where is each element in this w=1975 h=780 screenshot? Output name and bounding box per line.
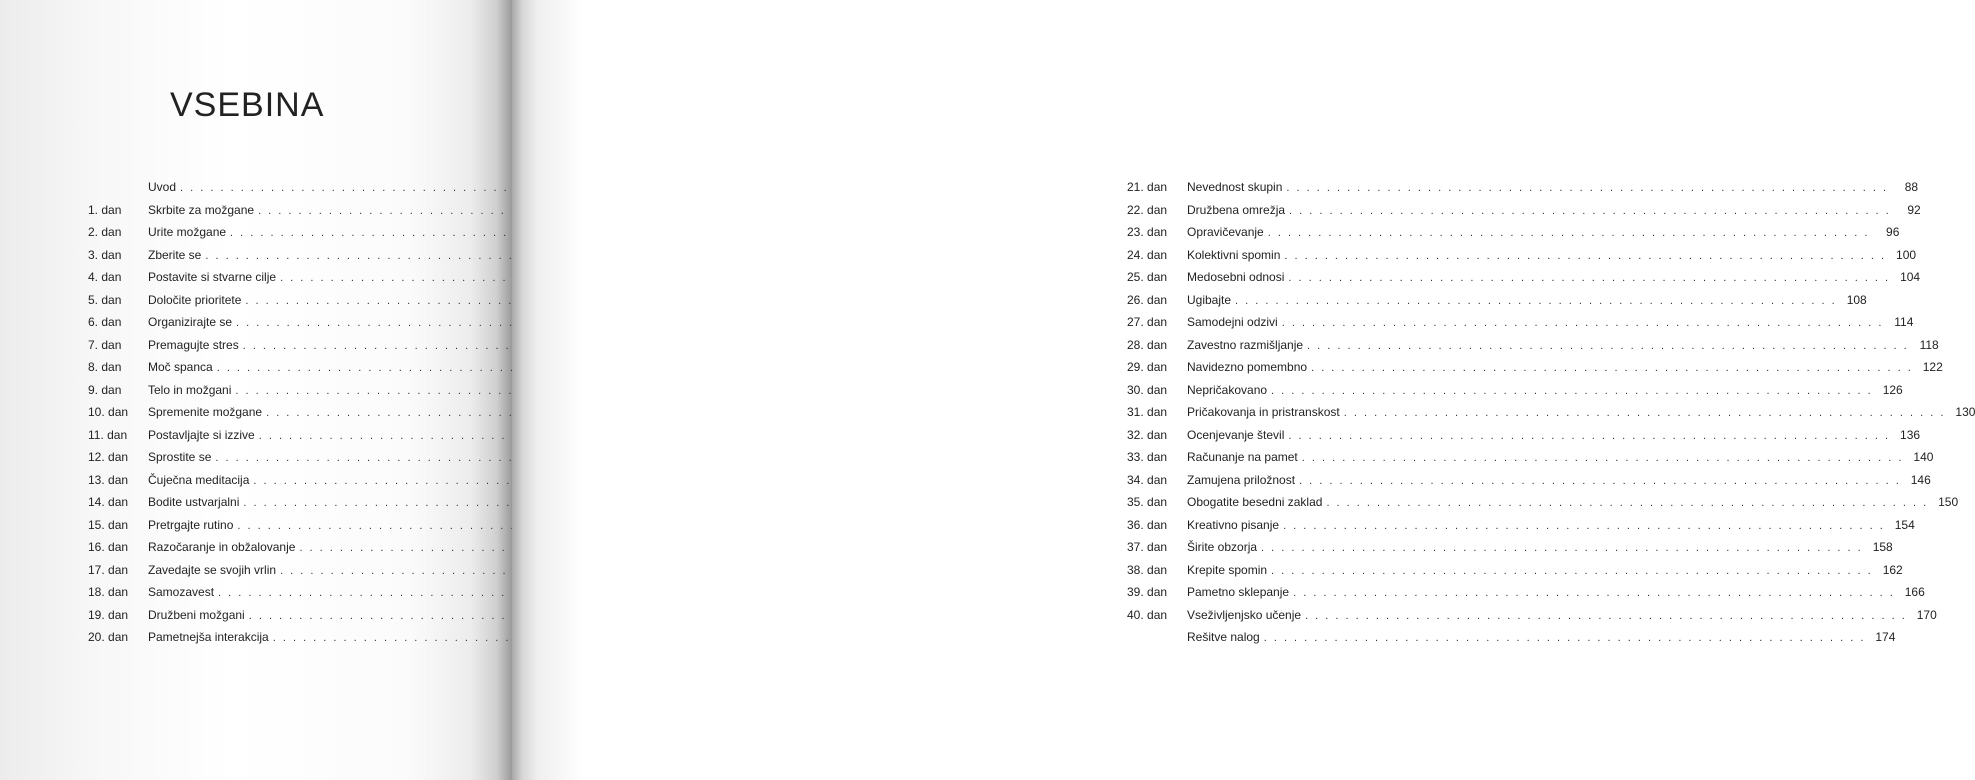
toc-day: 39. dan bbox=[1127, 585, 1168, 599]
toc-day: 20. dan bbox=[88, 630, 129, 644]
toc-day: 34. dan bbox=[1127, 472, 1168, 487]
toc-entry bbox=[88, 270, 400, 293]
toc-entry bbox=[1127, 180, 1919, 203]
toc-entry bbox=[88, 608, 400, 631]
toc-day: 30. dan bbox=[1127, 382, 1168, 397]
toc-title: Širite obzorja bbox=[1187, 540, 1258, 554]
toc-entry bbox=[88, 203, 400, 226]
left-page bbox=[0, 0, 512, 780]
toc-leader-dots bbox=[1305, 610, 1907, 622]
toc-leader-dots bbox=[1289, 205, 1891, 217]
toc-entry bbox=[88, 495, 400, 518]
toc-title: Pretrgajte rutino bbox=[148, 517, 234, 532]
toc-page-number: 126 bbox=[1882, 382, 1903, 397]
toc-page-number: 158 bbox=[1872, 540, 1893, 554]
toc-page-number: 140 bbox=[1913, 450, 1934, 464]
toc-title: Zavedajte se svojih vrlin bbox=[148, 562, 277, 577]
toc-entry bbox=[88, 383, 400, 406]
toc-page-number: 146 bbox=[1910, 472, 1931, 487]
toc-entry bbox=[88, 405, 400, 428]
toc-title: Kolektivni spomin bbox=[1187, 247, 1281, 262]
toc-day: 27. dan bbox=[1127, 315, 1168, 329]
toc-title: Nepričakovano bbox=[1187, 382, 1268, 397]
toc-list-left bbox=[88, 180, 400, 653]
toc-entry bbox=[88, 293, 400, 316]
toc-entry bbox=[1127, 270, 1921, 293]
toc-title: Računanje na pamet bbox=[1187, 450, 1298, 464]
toc-title: Postavite si stvarne cilje bbox=[148, 270, 277, 284]
toc-title: Krepite spomin bbox=[1187, 562, 1268, 577]
toc-entry bbox=[88, 518, 400, 541]
toc-page-number: 136 bbox=[1900, 427, 1921, 442]
toc-page-number: 88 bbox=[1904, 180, 1919, 194]
toc-leader-dots bbox=[1271, 385, 1873, 397]
toc-day: 31. dan bbox=[1127, 405, 1168, 419]
toc-entry bbox=[1127, 247, 1917, 271]
toc-page-number: 118 bbox=[1919, 337, 1939, 352]
toc-entry bbox=[1127, 607, 1937, 631]
toc-day: 15. dan bbox=[88, 517, 129, 532]
toc-title: Medosebni odnosi bbox=[1187, 270, 1285, 284]
toc-day: 33. dan bbox=[1127, 450, 1168, 464]
toc-title: Moč spanca bbox=[148, 360, 213, 374]
toc-entry bbox=[88, 450, 400, 473]
toc-day: 28. dan bbox=[1127, 337, 1168, 352]
toc-day: 25. dan bbox=[1127, 270, 1168, 284]
toc-title: Določite prioritete bbox=[148, 292, 242, 307]
toc-entry bbox=[1127, 382, 1903, 406]
toc-title: Čuječna meditacija bbox=[148, 472, 250, 487]
toc-entry bbox=[1127, 585, 1925, 608]
toc-title: Razočaranje in obžalovanje bbox=[148, 540, 296, 554]
toc-entry bbox=[1127, 472, 1931, 496]
toc-page-number: 130 bbox=[1955, 405, 1975, 419]
toc-entry bbox=[88, 630, 400, 653]
toc-entry bbox=[1127, 630, 1896, 653]
toc-day: 26. dan bbox=[1127, 292, 1168, 307]
toc-leader-dots bbox=[1286, 182, 1888, 194]
toc-leader-dots bbox=[1264, 632, 1866, 644]
toc-title: Urite možgane bbox=[148, 225, 227, 239]
toc-day: 1. dan bbox=[88, 202, 122, 217]
toc-entry bbox=[1127, 517, 1915, 541]
toc-page-number: 104 bbox=[1900, 270, 1921, 284]
toc-day: 21. dan bbox=[1127, 180, 1168, 194]
toc-entry bbox=[1127, 337, 1939, 361]
toc-entry bbox=[88, 315, 400, 338]
toc-entry bbox=[88, 473, 400, 496]
toc-page-number: 166 bbox=[1904, 585, 1925, 599]
toc-day: 37. dan bbox=[1127, 540, 1168, 554]
toc-entry bbox=[88, 428, 400, 451]
toc-title: Družbena omrežja bbox=[1187, 202, 1286, 217]
toc-entry bbox=[1127, 562, 1903, 586]
toc-day: 11. dan bbox=[88, 427, 128, 442]
toc-day: 16. dan bbox=[88, 540, 129, 554]
toc-day: 5. dan bbox=[88, 292, 122, 307]
toc-page-number: 114 bbox=[1894, 315, 1914, 329]
toc-entry bbox=[88, 563, 400, 586]
toc-entry bbox=[88, 360, 400, 383]
toc-leader-dots bbox=[1271, 565, 1873, 577]
toc-title: Zamujena priložnost bbox=[1187, 472, 1296, 487]
toc-leader-dots bbox=[1282, 317, 1884, 329]
toc-day: 6. dan bbox=[88, 315, 122, 329]
toc-entry bbox=[88, 338, 400, 361]
toc-leader-dots bbox=[1293, 587, 1895, 599]
toc-title: Nevednost skupin bbox=[1187, 180, 1283, 194]
toc-title: Obogatite besedni zaklad bbox=[1187, 495, 1323, 509]
toc-page-number: 92 bbox=[1907, 202, 1921, 217]
toc-page-number: 122 bbox=[1922, 360, 1943, 374]
toc-page-number: 170 bbox=[1916, 607, 1937, 622]
toc-day: 38. dan bbox=[1127, 562, 1168, 577]
toc-day: 18. dan bbox=[88, 585, 129, 599]
toc-entry bbox=[1127, 315, 1914, 338]
toc-leader-dots bbox=[1283, 520, 1885, 532]
toc-title: Ocenjevanje števil bbox=[1187, 427, 1285, 442]
toc-leader-dots bbox=[1311, 362, 1913, 374]
toc-day: 12. dan bbox=[88, 450, 129, 464]
toc-leader-dots bbox=[1299, 475, 1901, 487]
toc-title: Rešitve nalog bbox=[1187, 630, 1260, 644]
toc-day: 29. dan bbox=[1127, 360, 1168, 374]
toc-entry bbox=[1127, 292, 1867, 316]
toc-leader-dots bbox=[1326, 497, 1928, 509]
toc-leader-dots bbox=[1284, 250, 1886, 262]
toc-title: Spremenite možgane bbox=[148, 405, 263, 419]
toc-title: Zberite se bbox=[148, 247, 202, 262]
toc-day: 14. dan bbox=[88, 495, 129, 509]
toc-title: Zavestno razmišljanje bbox=[1187, 337, 1304, 352]
toc-entry bbox=[1127, 405, 1975, 428]
toc-page-number: 162 bbox=[1882, 562, 1903, 577]
toc-entry bbox=[88, 585, 400, 608]
toc-leader-dots bbox=[1302, 452, 1904, 464]
toc-entry bbox=[88, 248, 400, 271]
toc-entry bbox=[1127, 540, 1893, 563]
toc-title: Bodite ustvarjalni bbox=[148, 495, 240, 509]
toc-day: 9. dan bbox=[88, 382, 122, 397]
toc-title: Samozavest bbox=[148, 585, 215, 599]
toc-page-number: 100 bbox=[1896, 247, 1917, 262]
toc-page-number: 150 bbox=[1938, 495, 1959, 509]
toc-list-right bbox=[1127, 180, 1975, 653]
toc-page-number: 108 bbox=[1846, 292, 1867, 307]
toc-day: 17. dan bbox=[88, 562, 129, 577]
toc-page-number: 96 bbox=[1886, 225, 1900, 239]
toc-day: 10. dan bbox=[88, 405, 129, 419]
toc-entry bbox=[88, 540, 400, 563]
toc-title: Organizirajte se bbox=[148, 315, 233, 329]
toc-entry bbox=[88, 225, 400, 248]
toc-page-number: 154 bbox=[1894, 517, 1915, 532]
toc-entry bbox=[1127, 360, 1943, 383]
toc-title: Telo in možgani bbox=[148, 382, 232, 397]
toc-title: Pametno sklepanje bbox=[1187, 585, 1290, 599]
toc-title: Samodejni odzivi bbox=[1187, 315, 1278, 329]
toc-leader-dots bbox=[1261, 542, 1863, 554]
toc-day: 19. dan bbox=[88, 607, 129, 622]
toc-day: 3. dan bbox=[88, 247, 122, 262]
toc-day: 23. dan bbox=[1127, 225, 1168, 239]
toc-leader-dots bbox=[1288, 430, 1890, 442]
right-page bbox=[512, 0, 1975, 780]
toc-title: Sprostite se bbox=[148, 450, 212, 464]
toc-title: Opravičevanje bbox=[1187, 225, 1264, 239]
toc-entry bbox=[1127, 495, 1959, 518]
page-title: VSEBINA bbox=[170, 86, 325, 124]
toc-day: 7. dan bbox=[88, 337, 122, 352]
toc-entry bbox=[88, 180, 400, 203]
toc-entry bbox=[1127, 225, 1900, 248]
toc-entry bbox=[1127, 427, 1921, 451]
toc-day: 32. dan bbox=[1127, 427, 1168, 442]
toc-leader-dots bbox=[1344, 407, 1946, 419]
toc-day: 4. dan bbox=[88, 270, 122, 284]
toc-title: Pričakovanja in pristranskost bbox=[1187, 405, 1340, 419]
toc-entry bbox=[1127, 202, 1921, 226]
toc-day: 13. dan bbox=[88, 472, 129, 487]
toc-day: 22. dan bbox=[1127, 202, 1168, 217]
toc-leader-dots bbox=[1235, 295, 1837, 307]
toc-day: 2. dan bbox=[88, 225, 122, 239]
toc-leader-dots bbox=[1307, 340, 1909, 352]
toc-day: 40. dan bbox=[1127, 607, 1168, 622]
toc-leader-dots bbox=[1288, 272, 1890, 284]
toc-day: 8. dan bbox=[88, 360, 122, 374]
toc-title: Družbeni možgani bbox=[148, 607, 245, 622]
toc-day: 24. dan bbox=[1127, 247, 1168, 262]
toc-title: Navidezno pomembno bbox=[1187, 360, 1308, 374]
toc-title: Postavljajte si izzive bbox=[148, 427, 255, 442]
toc-title: Ugibajte bbox=[1187, 292, 1232, 307]
toc-title: Kreativno pisanje bbox=[1187, 517, 1280, 532]
toc-title: Pametnejša interakcija bbox=[148, 630, 269, 644]
toc-leader-dots bbox=[1268, 227, 1870, 239]
toc-title: Skrbite za možgane bbox=[148, 202, 255, 217]
toc-title: Vseživljenjsko učenje bbox=[1187, 607, 1302, 622]
toc-entry bbox=[1127, 450, 1934, 473]
toc-title: Uvod bbox=[148, 180, 177, 194]
toc-title: Premagujte stres bbox=[148, 337, 239, 352]
toc-day: 36. dan bbox=[1127, 517, 1168, 532]
toc-day: 35. dan bbox=[1127, 495, 1168, 509]
toc-page-number: 174 bbox=[1875, 630, 1896, 644]
